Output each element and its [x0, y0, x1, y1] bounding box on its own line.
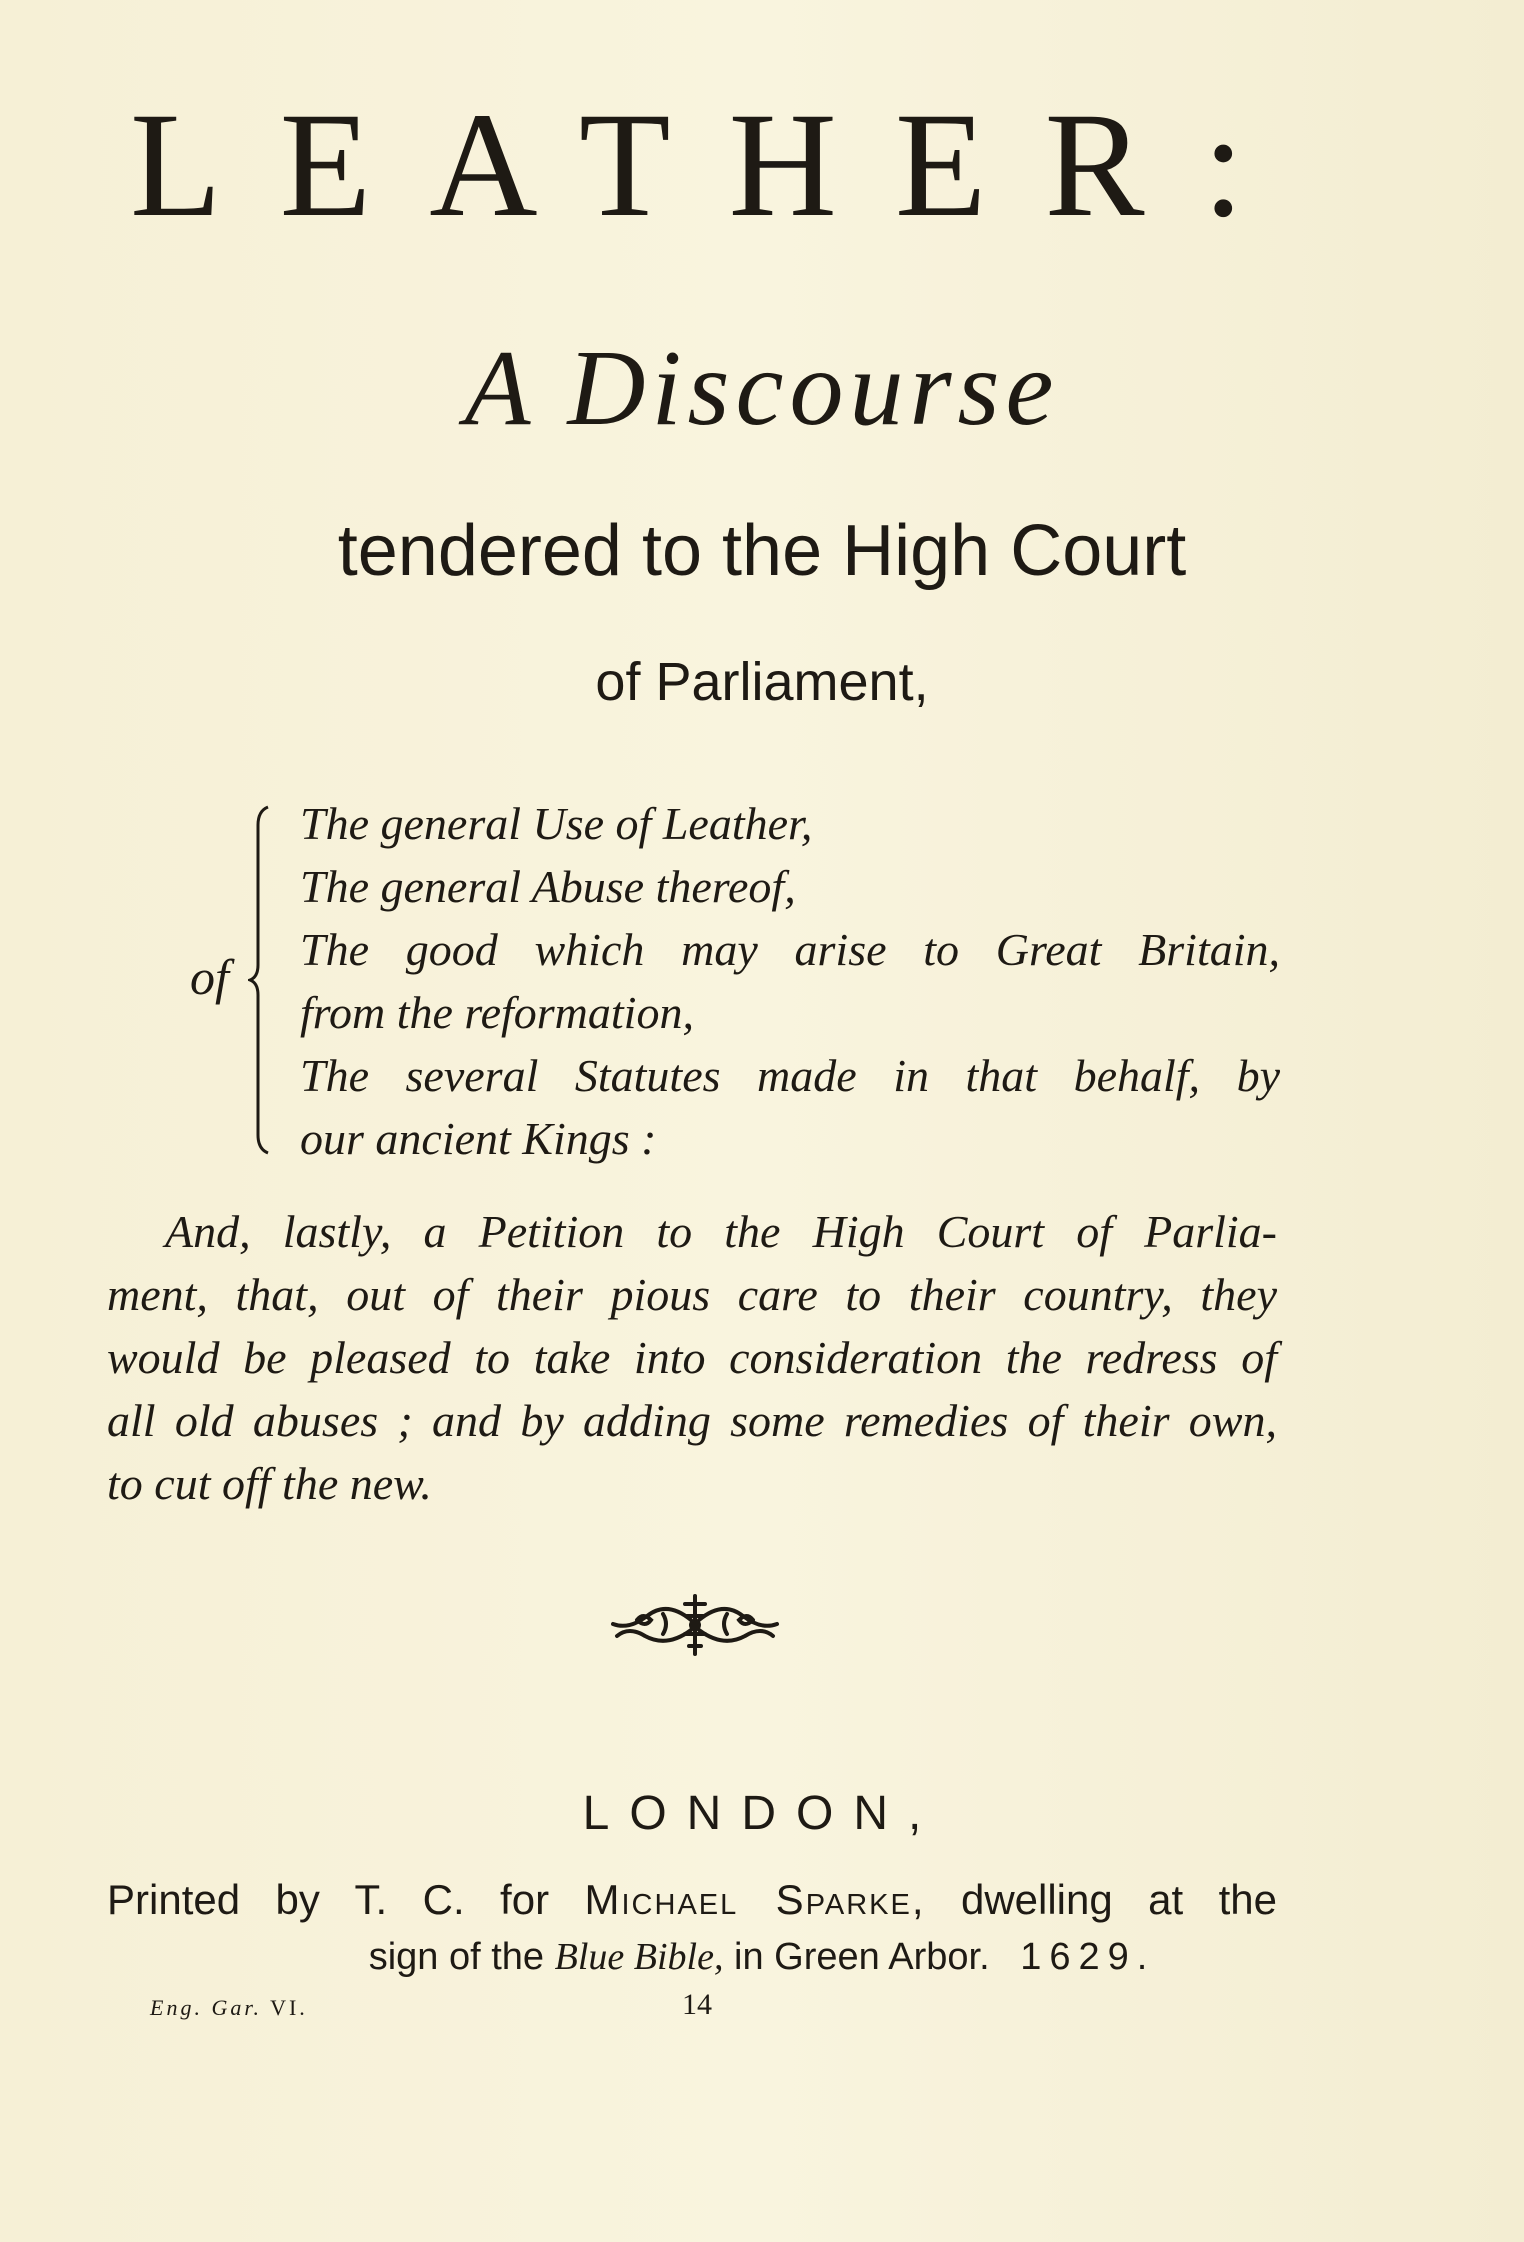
petition-line: all old abuses ; and by adding some remedies of their own, — [107, 1395, 1277, 1446]
topic-line: The general Use of Leather, — [300, 798, 813, 849]
signature-series — [150, 1995, 308, 2021]
petition-line: ment, that, out of their pious care to their country, they — [107, 1269, 1277, 1320]
topic-line: The general Abuse thereof, — [300, 861, 796, 912]
topic-line: The several Statutes made in that behalf, by — [300, 1050, 1280, 1101]
sign-name: Blue Bible, — [554, 1936, 724, 1978]
printer-name: Michael Sparke, — [584, 1876, 926, 1923]
signature-mark: 14 — [682, 1988, 712, 2021]
printers-ornament-icon — [607, 1590, 783, 1660]
main-title: LEATHER: — [130, 82, 1303, 248]
imprint-sign-line — [0, 1935, 1524, 1981]
topic-line: from the reformation, — [300, 987, 694, 1038]
series-name: Eng. Gar. — [150, 1995, 262, 2020]
topics-list — [300, 792, 1280, 1170]
imprint-year: 1629. — [1020, 1936, 1156, 1978]
subtitle: A Discourse — [464, 329, 1060, 448]
printed-suffix: dwelling at the — [960, 1876, 1277, 1923]
tendered-line: tendered to the High Court — [337, 511, 1187, 591]
petition-paragraph — [107, 1200, 1277, 1515]
of-label: of — [190, 949, 229, 1005]
topic-line: The good which may arise to Great Britain, — [300, 924, 1280, 975]
sign-prefix: sign of the — [368, 1936, 545, 1978]
sign-suffix: in Green Arbor. — [734, 1936, 990, 1978]
imprint-printed-line — [107, 1875, 1277, 1925]
petition-line: would be pleased to take into consideration the redress of — [107, 1332, 1277, 1383]
topic-line: our ancient Kings : — [300, 1113, 657, 1164]
petition-line: And, lastly, a Petition to the High Court of Parlia- — [165, 1206, 1277, 1257]
printed-prefix: Printed by T. C. for — [107, 1876, 550, 1923]
petition-line: to cut off the new. — [107, 1458, 432, 1509]
brace-icon — [248, 805, 278, 1155]
imprint-city: LONDON, — [582, 1787, 942, 1840]
series-volume: VI. — [270, 1995, 308, 2020]
parliament-line: of Parliament, — [595, 652, 929, 712]
